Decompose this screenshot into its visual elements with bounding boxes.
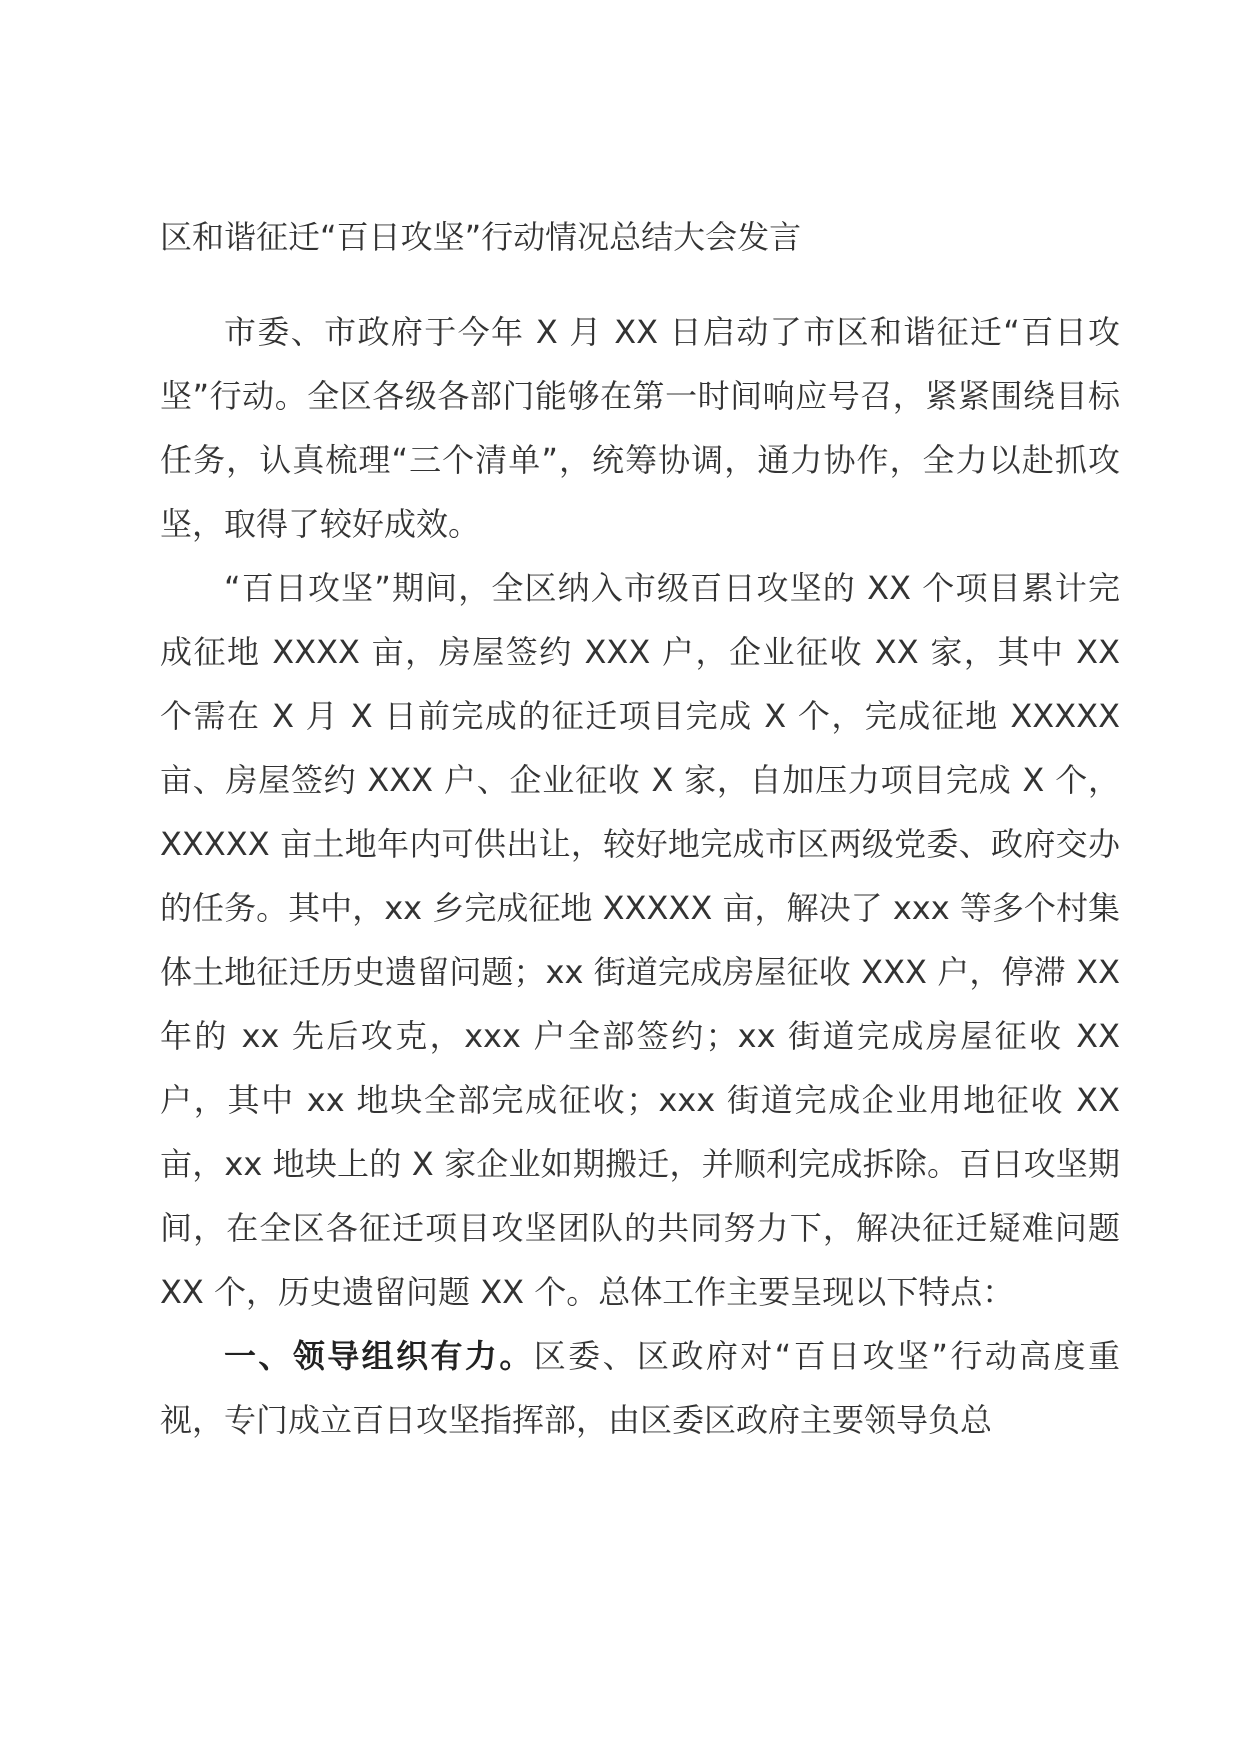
paragraph-text: 区委、区政府对“百日攻坚”行动高度重视，专门成立百日攻坚指挥部，由区委区政府主要领导负总: [160, 1337, 1120, 1439]
document-body: [160, 300, 1120, 1452]
paragraph-intro: [160, 300, 1120, 556]
paragraph-section-one: [160, 1324, 1120, 1452]
paragraph-text: 市委、市政府于今年 X 月 XX 日启动了市区和谐征迁“百日攻坚”行动。全区各级各部门能够在第一时间响应号召，紧紧围绕目标任务，认真梳理“三个清单”，统筹协调，通力协作，全力以赴抓攻坚，取得了较好成效。: [160, 313, 1120, 543]
paragraph-results: [160, 556, 1120, 1324]
document-title: 区和谐征迁“百日攻坚”行动情况总结大会发言: [160, 218, 802, 256]
paragraph-text: “百日攻坚”期间，全区纳入市级百日攻坚的 XX 个项目累计完成征地 XXXX 亩，房屋签约 XXX 户，企业征收 XX 家，其中 XX 个需在 X 月 X 日前完成的征迁项目完成 X 个，完成征地 XXXXX 亩、房屋签约 XXX 户、企业征收 X 家，自加压力项目完成 X 个，XXXXX 亩土地年内可供出让，较好地完成市区两级党委、政府交办的任务。其中，xx 乡完成征地 XXXXX 亩，解决了 xxx 等多个村集体土地征迁历史遗留问题；xx 街道完成房屋征收 XXX 户，停滞 XX 年的 xx 先后攻克，xxx 户全部签约；xx 街道完成房屋征收 XX 户，其中 xx 地块全部完成征收；xxx 街道完成企业用地征收 XX 亩，xx 地块上的 X 家企业如期搬迁，并顺利完成拆除。百日攻坚期间，在全区各征迁项目攻坚团队的共同努力下，解决征迁疑难问题 XX 个，历史遗留问题 XX 个。总体工作主要呈现以下特点：: [160, 569, 1120, 1311]
section-heading: 一、领导组织有力。: [224, 1337, 534, 1375]
